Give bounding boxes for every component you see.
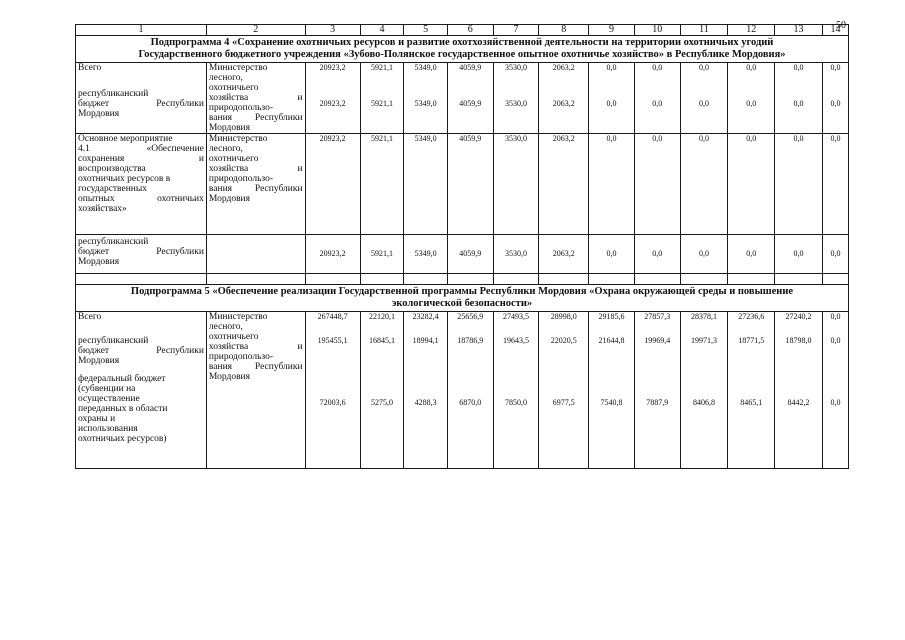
name-line: республиканский: [78, 237, 149, 247]
name-line: охотничьих ресурсов в: [78, 174, 171, 184]
subprogram-4-heading: [76, 36, 849, 63]
value-cell: 0,0: [589, 235, 635, 274]
col-number: 12: [728, 25, 775, 36]
executor-line: Мордовия: [208, 194, 251, 204]
value-cell: 20923,2: [305, 235, 360, 274]
value-cell: [305, 63, 360, 134]
subprogram-5-heading: [76, 285, 849, 312]
value-cell: [360, 312, 404, 469]
value-fb: 8406,8: [692, 398, 715, 407]
value-cell: [775, 312, 823, 469]
value-cell: 5349,0: [404, 235, 448, 274]
value-cell: [539, 312, 589, 469]
value-fb: 6870,0: [459, 398, 482, 407]
executor-line: охотничьего: [208, 83, 259, 93]
name-line: хозяйствах»: [78, 204, 127, 214]
value-cell: 3530,0: [493, 235, 539, 274]
col-number: 10: [634, 25, 680, 36]
value-total: 2063,2: [552, 63, 575, 72]
executor-line: хозяйства и: [208, 93, 303, 103]
value-total: 27857,3: [644, 312, 671, 321]
value-cell: [822, 63, 848, 134]
value-rb: 19643,5: [502, 336, 529, 345]
value-cell: 0,0: [775, 134, 823, 235]
name-total: Всего: [78, 63, 102, 73]
value-rb: 0,0: [830, 336, 841, 345]
value-cell: [404, 312, 448, 469]
value-fb: 8465,1: [740, 398, 763, 407]
value-total: 29185,6: [598, 312, 625, 321]
executor-line: Министерство: [208, 134, 268, 144]
executor-cell: [206, 312, 305, 469]
name-line: Основное мероприятие: [78, 134, 173, 144]
value-fb: 0,0: [830, 398, 841, 407]
name-line: государственных: [78, 184, 148, 194]
name-line: Мордовия: [78, 109, 120, 119]
value-total: 0,0: [606, 63, 617, 72]
value-cell: [360, 63, 404, 134]
value-cell: [775, 63, 823, 134]
executor-line: охотничьего: [208, 332, 259, 342]
value-cell: [305, 312, 360, 469]
value-total: 267448,7: [317, 312, 348, 321]
value-rb: 18786,9: [457, 336, 484, 345]
value-cell: 5921,1: [360, 134, 404, 235]
executor-line: природопользо-: [208, 174, 274, 184]
name-line: федеральный бюджет: [78, 374, 166, 384]
row-name-cell: [76, 134, 207, 235]
value-cell: [680, 63, 728, 134]
value-cell: 2063,2: [539, 134, 589, 235]
name-line: бюджет Республики: [78, 247, 204, 257]
value-rb: 0,0: [793, 99, 804, 108]
value-rb: 2063,2: [552, 99, 575, 108]
value-rb: 20923,2: [319, 99, 346, 108]
value-rb: 22020,5: [550, 336, 577, 345]
value-cell: 5921,1: [360, 235, 404, 274]
value-rb: 21644,8: [598, 336, 625, 345]
value-fb: 7887,9: [646, 398, 669, 407]
value-cell: 20923,2: [305, 134, 360, 235]
value-cell: 5349,0: [404, 134, 448, 235]
value-cell: [728, 63, 775, 134]
col-number: 3: [305, 25, 360, 36]
name-line: охраны и: [78, 414, 116, 424]
value-cell: [539, 63, 589, 134]
value-fb: 72003,6: [319, 398, 346, 407]
name-line: Мордовия: [78, 356, 120, 366]
executor-line: природопользо-: [208, 103, 274, 113]
spacer-row: [76, 274, 849, 285]
value-cell: 2063,2: [539, 235, 589, 274]
executor-cell: [206, 63, 305, 134]
value-cell: [404, 63, 448, 134]
value-cell: [447, 312, 493, 469]
col-number: 9: [589, 25, 635, 36]
value-total: 28378,1: [690, 312, 717, 321]
value-cell: [589, 63, 635, 134]
value-total: 0,0: [830, 312, 841, 321]
value-cell: 0,0: [634, 134, 680, 235]
name-line: бюджет Республики: [78, 99, 204, 109]
value-cell: 0,0: [728, 134, 775, 235]
value-fb: 4288,3: [414, 398, 437, 407]
value-total: 0,0: [652, 63, 663, 72]
col-number: 13: [775, 25, 823, 36]
value-fb: 6977,5: [552, 398, 575, 407]
value-total: 20923,2: [319, 63, 346, 72]
value-rb: 19971,3: [690, 336, 717, 345]
executor-line: лесного,: [208, 322, 243, 332]
executor-line: хозяйства и: [208, 164, 303, 174]
value-cell: [447, 63, 493, 134]
value-rb: 0,0: [652, 99, 663, 108]
value-total: 23282,4: [412, 312, 439, 321]
value-total: 4059,9: [459, 63, 482, 72]
name-line: охотничьих ресурсов): [78, 434, 167, 444]
page-number: 50: [836, 20, 846, 31]
name-line: республиканский: [78, 89, 149, 99]
value-cell: 0,0: [634, 235, 680, 274]
name-line: сохранения и: [78, 154, 204, 164]
value-fb: 5275,0: [370, 398, 393, 407]
value-cell: [728, 312, 775, 469]
name-line: Мордовия: [78, 257, 120, 267]
value-total: 27236,6: [738, 312, 765, 321]
subprogram-5-total-row: [76, 312, 849, 469]
executor-line: лесного,: [208, 144, 243, 154]
executor-line: природопользо-: [208, 352, 274, 362]
value-cell: 4059,9: [447, 134, 493, 235]
value-rb: 195455,1: [317, 336, 348, 345]
value-cell: 0,0: [680, 235, 728, 274]
value-cell: 0,0: [822, 134, 848, 235]
col-number: 8: [539, 25, 589, 36]
value-cell: [493, 63, 539, 134]
col-number: 11: [680, 25, 728, 36]
value-rb: 4059,9: [459, 99, 482, 108]
value-cell: 0,0: [822, 235, 848, 274]
col-number: 6: [447, 25, 493, 36]
col-number: 2: [206, 25, 305, 36]
col-number: 14: [822, 25, 848, 36]
name-line: использования: [78, 424, 138, 434]
value-rb: 0,0: [830, 99, 841, 108]
subprogram-5-title-line2: экологической безопасности»: [391, 298, 533, 309]
executor-line: вания Республики: [208, 362, 303, 372]
name-line: (субвенции на: [78, 384, 136, 394]
name-total: Всего: [78, 312, 102, 322]
value-total: 27493,5: [502, 312, 529, 321]
subprogram-4-title-line1: Подпрограмма 4 «Сохранение охотничьих ресурсов и развитие охотхозяйственной деятельности на территории охотничьих угодий: [150, 37, 774, 48]
executor-line: хозяйства и: [208, 342, 303, 352]
subprogram-4-rb-row: [76, 235, 849, 274]
value-rb: 18771,5: [738, 336, 765, 345]
col-number: 5: [404, 25, 448, 36]
executor-cell-empty: [206, 235, 305, 274]
value-total: 25656,9: [457, 312, 484, 321]
value-cell: [634, 312, 680, 469]
value-fb: 8442,2: [787, 398, 810, 407]
value-rb: 5921,1: [370, 99, 393, 108]
value-total: 5921,1: [370, 63, 393, 72]
executor-line: вания Республики: [208, 113, 303, 123]
executor-line: Министерство: [208, 63, 268, 73]
value-rb: 16845,1: [368, 336, 395, 345]
value-total: 0,0: [793, 63, 804, 72]
value-cell: 0,0: [728, 235, 775, 274]
budget-table: [75, 24, 849, 469]
value-cell: [822, 312, 848, 469]
value-total: 3530,0: [504, 63, 527, 72]
value-total: 27240,2: [785, 312, 812, 321]
value-rb: 0,0: [606, 99, 617, 108]
value-cell: 0,0: [775, 235, 823, 274]
value-fb: 7540,8: [600, 398, 623, 407]
name-line: опытных охотничьих: [78, 194, 204, 204]
value-fb: 7850,0: [504, 398, 527, 407]
column-number-row: [76, 25, 849, 36]
value-rb: 5349,0: [414, 99, 437, 108]
value-rb: 18798,0: [785, 336, 812, 345]
executor-line: Мордовия: [208, 372, 251, 382]
value-cell: [589, 312, 635, 469]
name-line: переданных в области: [78, 404, 168, 414]
executor-line: лесного,: [208, 73, 243, 83]
value-cell: 3530,0: [493, 134, 539, 235]
value-rb: 0,0: [746, 99, 757, 108]
value-total: 5349,0: [414, 63, 437, 72]
value-cell: [680, 312, 728, 469]
subprogram-5-title-line1: Подпрограмма 5 «Обеспечение реализации Государственной программы Республики Мордовия «Охрана окружающей среды и повышение: [130, 286, 794, 297]
value-total: 0,0: [830, 63, 841, 72]
col-number: 7: [493, 25, 539, 36]
name-line: осуществление: [78, 394, 140, 404]
executor-line: вания Республики: [208, 184, 303, 194]
value-cell: 0,0: [589, 134, 635, 235]
subprogram-4-measure-row: [76, 134, 849, 235]
executor-line: Министерство: [208, 312, 268, 322]
value-rb: 18994,1: [412, 336, 439, 345]
value-cell: 0,0: [680, 134, 728, 235]
row-name-cell: [76, 63, 207, 134]
value-cell: [634, 63, 680, 134]
executor-cell: [206, 134, 305, 235]
name-line: воспроизводства: [78, 164, 146, 174]
value-rb: 3530,0: [504, 99, 527, 108]
col-number: 1: [76, 25, 207, 36]
executor-line: охотничьего: [208, 154, 259, 164]
col-number: 4: [360, 25, 404, 36]
name-line: республиканский: [78, 336, 149, 346]
executor-line: Мордовия: [208, 123, 251, 133]
value-rb: 19969,4: [644, 336, 671, 345]
name-line: бюджет Республики: [78, 346, 204, 356]
value-total: 22120,1: [368, 312, 395, 321]
row-name-cell: [76, 235, 207, 274]
value-cell: [493, 312, 539, 469]
subprogram-4-total-row: [76, 63, 849, 134]
value-total: 0,0: [698, 63, 709, 72]
value-total: 28998,0: [550, 312, 577, 321]
subprogram-4-title-line2: Государственного бюджетного учреждения «Зубово-Полянское государственное опытное охотничье хозяйство» в Республике Мордовия»: [138, 49, 786, 60]
value-cell: 4059,9: [447, 235, 493, 274]
row-name-cell: [76, 312, 207, 469]
value-rb: 0,0: [698, 99, 709, 108]
name-line: 4.1 «Обеспечение: [78, 144, 204, 154]
value-total: 0,0: [746, 63, 757, 72]
